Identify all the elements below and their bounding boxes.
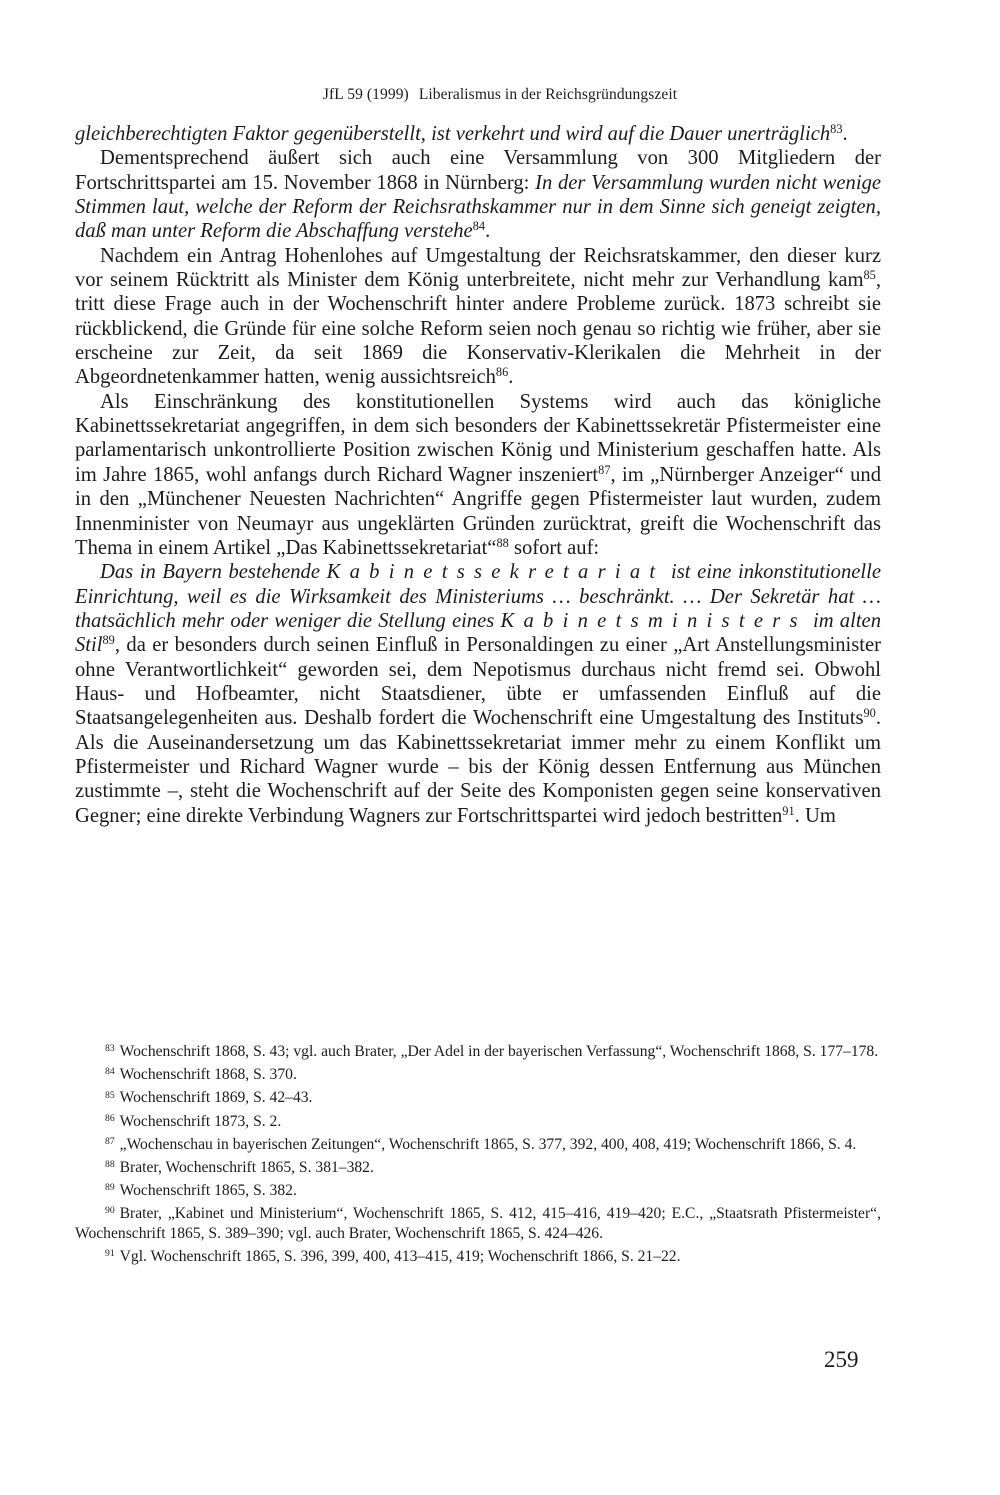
punctuation: . xyxy=(485,220,491,243)
footnote-number: 85 xyxy=(105,1089,115,1101)
paragraph-3 xyxy=(75,244,881,390)
paragraph-text: , im „Nürnberger Anzeiger“ und in den „Münchener Neuesten Nachrichten“ Angriffe gegen Pfistermeister laut wurden, zudem Innenminister von Neumayr aus ungeklärten Gründen zurücktrat, greift die Wochenschrift das Thema in einem Artikel „Das Kabinettssekretariat“ xyxy=(75,463,882,559)
paragraph-text: , da er besonders durch seinen Einfluß in Personaldingen zu einer „Art Anstellungsminister ohne Verantwortlichkeit“ geworden sei, dem Nepotismus durchaus nicht fremd sei. Obwohl Haus- und Hofbeamter, nicht Staatsdiener, übte er umfassenden Einfluß auf die Staatsangelegenheiten aus. Deshalb fordert die Wochenschrift eine Umgestaltung des Instituts xyxy=(75,634,881,730)
paragraph-text: . Um xyxy=(794,804,836,827)
footnote-ref-86[interactable]: 86 xyxy=(495,365,509,380)
paragraph-2 xyxy=(75,146,881,243)
footnote-number: 91 xyxy=(105,1248,115,1260)
footnote-ref-90[interactable]: 90 xyxy=(863,706,876,721)
quotation-italic: Das in Bayern bestehende xyxy=(100,561,327,584)
footnote-text: „Wochenschau in bayerischen Zeitungen“, Wochenschrift 1865, S. 377, 392, 400, 408, 419; Wochenschrift 1866, S. 4. xyxy=(119,1135,857,1153)
footnote-number: 84 xyxy=(105,1066,115,1078)
footnote xyxy=(75,1088,881,1108)
running-title: Liberalismus in der Reichsgründungszeit xyxy=(418,86,678,103)
quotation-italic: im alten Stil xyxy=(75,609,881,657)
paragraph-1 xyxy=(75,122,881,146)
footnote-text: Brater, Wochenschrift 1865, S. 381–382. xyxy=(119,1158,374,1176)
paragraph-text: Nachdem ein Antrag Hohenlohes auf Umgestaltung der Reichsratskammer, den dieser kurz vor seinem Rücktritt als Minister dem König unterbreitete, nicht mehr zur Verhandlung kam xyxy=(75,244,881,292)
footnote-number: 89 xyxy=(105,1182,115,1194)
footnote-ref-85[interactable]: 85 xyxy=(863,268,876,283)
footnote-text: Wochenschrift 1868, S. 43; vgl. auch Brater, „Der Adel in der bayerischen Verfassung“, Wochenschrift 1868, S. 177–178. xyxy=(119,1043,879,1060)
footnote-text: Brater, „Kabinet und Ministerium“, Wochenschrift 1865, S. 412, 415–416, 419–420; E.C., „Staatsrath Pfistermeister“, Wochenschrift 1865, S. 389–390; vgl. auch Brater, Wochenschrift 1865, S. 424–426. xyxy=(75,1205,881,1242)
footnote-ref-91[interactable]: 91 xyxy=(782,803,795,818)
paragraph-text: , tritt diese Frage auch in der Wochenschrift hinter andere Probleme zurück. 1873 schreibt sie rückblickend, die Gründe für eine solche Reform seien noch genau so richtig wie früher, aber sie erscheine zur Zeit, da seit 1869 die Konservativ-Klerikalen die Mehrheit in der Abgeordnetenkammer hatten, wenig aussichtsreich xyxy=(75,269,881,389)
footnote xyxy=(75,1042,881,1062)
paragraph-text: Als Einschränkung des konstitutionellen Systems wird auch das königliche Kabinettssekretariat angegriffen, in dem sich besonders der Kabinettssekretär Pfistermeister eine parlamentarisch unkontrollierte Position zwischen König und Ministerium geschaffen hatte. Als im Jahre 1865, wohl anfangs durch Richard Wagner inszeniert xyxy=(75,390,881,486)
footnote xyxy=(75,1204,881,1243)
footnote xyxy=(75,1112,881,1132)
footnote-text: Vgl. Wochenschrift 1865, S. 396, 399, 400, 413–415, 419; Wochenschrift 1866, S. 21–22. xyxy=(119,1248,681,1266)
footnote-text: Wochenschrift 1873, S. 2. xyxy=(119,1112,282,1130)
quotation-italic: In der Versammlung wurden nicht wenige Stimmen laut, welche der Reform der Reichsrathskammer nur in dem Sinne sich geneigt zeigten, daß man unter Reform die Abschaffung verstehe xyxy=(75,171,882,243)
footnote-ref-83[interactable]: 83 xyxy=(830,122,843,137)
footnote-ref-89[interactable]: 89 xyxy=(102,633,115,648)
spaced-emphasis: Kabinetsministers xyxy=(500,609,807,632)
footnote-number: 90 xyxy=(105,1205,115,1217)
footnote xyxy=(75,1135,881,1155)
footnotes xyxy=(75,1042,881,1267)
quotation-italic: ist eine inkonstitutionelle Einrichtung, weil es die Wirksamkeit des Ministeriums … beschränkt. … Der Sekretär hat … thatsächlich mehr oder weniger die Stellung eines xyxy=(75,561,881,632)
paragraph-text: sofort auf: xyxy=(508,536,600,559)
footnote-text: Wochenschrift 1868, S. 370. xyxy=(119,1066,297,1084)
paragraph-4 xyxy=(75,390,881,560)
body-text xyxy=(75,122,881,828)
footnote-ref-88[interactable]: 88 xyxy=(496,536,509,551)
footnote xyxy=(75,1247,881,1267)
footnote xyxy=(75,1158,881,1178)
spaced-emphasis: Kabinetssekretariat xyxy=(326,561,665,584)
page-number: 259 xyxy=(824,1347,859,1372)
running-head xyxy=(0,86,1000,104)
footnote-ref-87[interactable]: 87 xyxy=(598,463,611,478)
footnote xyxy=(75,1181,881,1201)
footnote-number: 87 xyxy=(105,1135,115,1147)
footnote-text: Wochenschrift 1865, S. 382. xyxy=(119,1182,297,1200)
punctuation: . xyxy=(508,366,514,389)
punctuation: . xyxy=(842,123,848,145)
footnote-number: 86 xyxy=(105,1112,115,1124)
paragraph-text: . Als die Auseinandersetzung um das Kabinettssekretariat immer mehr zu einem Konflikt um Pfistermeister und Richard Wagner wurde – bis der König dessen Entfernung aus München zustimmte –, steht die Wochenschrift auf der Seite des Komponisten gegen seine konservativen Gegner; eine direkte Verbindung Wagners zur Fortschrittspartei wird jedoch bestritten xyxy=(75,707,881,827)
footnote-text: Wochenschrift 1869, S. 42–43. xyxy=(119,1089,313,1107)
footnote-ref-84[interactable]: 84 xyxy=(472,219,486,234)
footnote-number: 88 xyxy=(105,1159,115,1171)
paragraph-5 xyxy=(75,560,881,828)
footnote-number: 83 xyxy=(105,1043,115,1055)
paragraph-text: Dementsprechend äußert sich auch eine Versammlung von 300 Mitgliedern der Fortschrittspartei am 15. November 1868 in Nürnberg: xyxy=(75,147,881,194)
journal-reference: JfL 59 (1999) xyxy=(322,86,409,103)
quotation-italic: gleichberechtigten Faktor gegenüberstellt, ist verkehrt und wird auf die Dauer unerträglich xyxy=(75,123,831,145)
footnote xyxy=(75,1065,881,1085)
